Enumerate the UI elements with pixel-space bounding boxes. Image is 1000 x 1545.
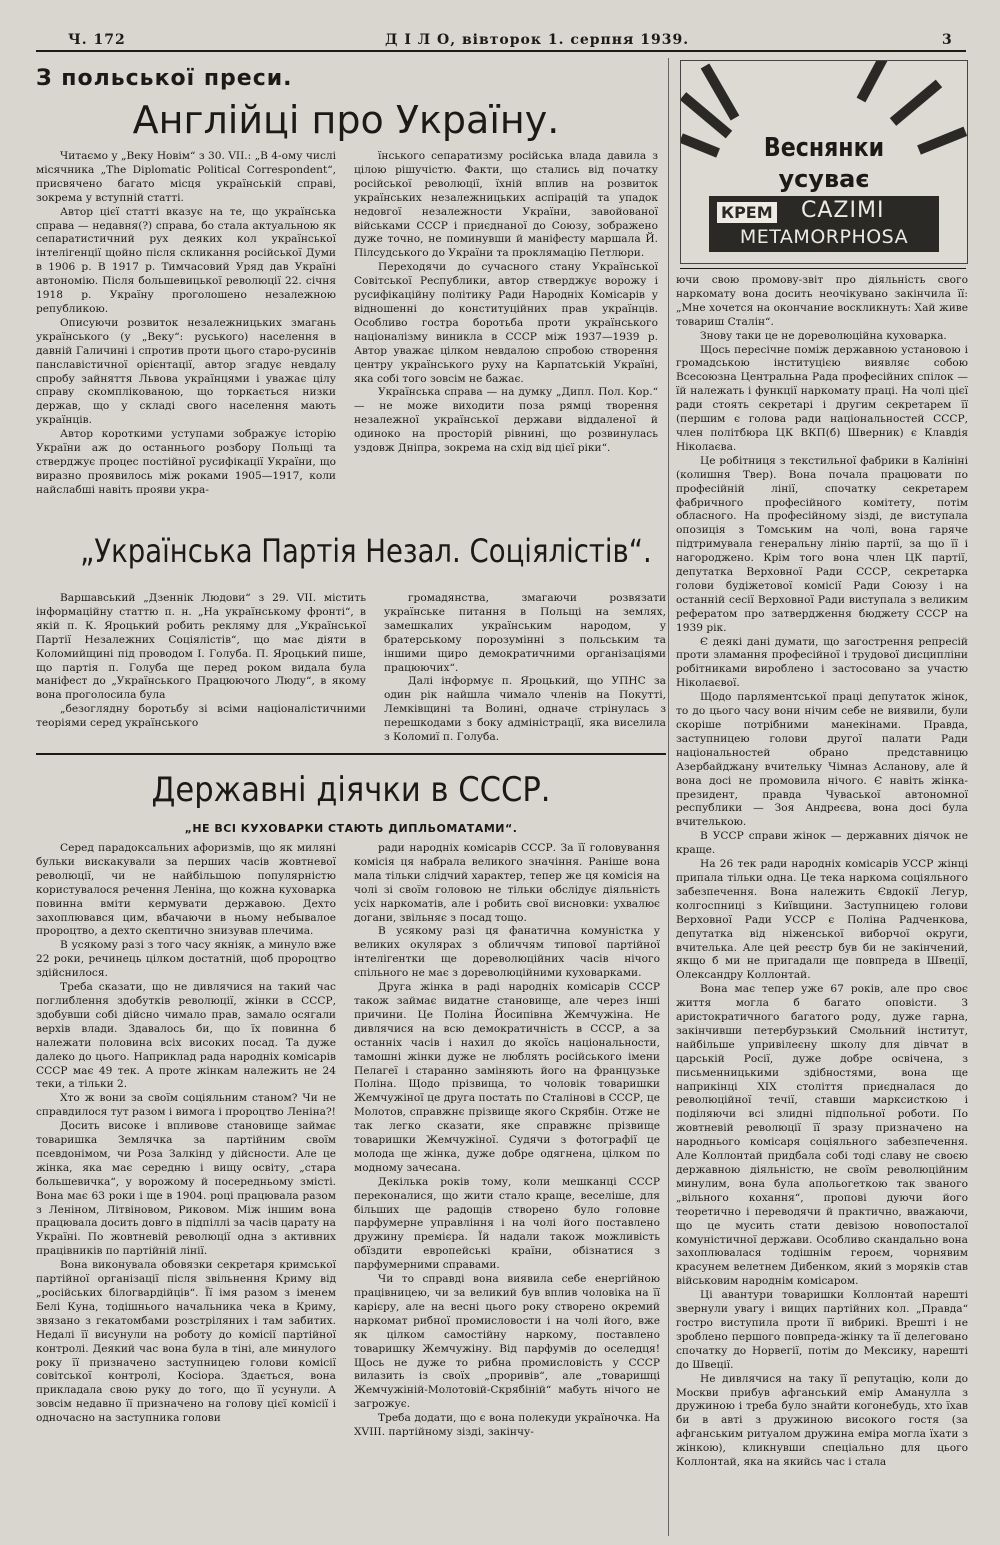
paragraph: Хто ж вони за своїм соціяльним станом? Чи не справдилося тут разом і вимога і пророцтво Леніна?! [36, 1092, 336, 1119]
ad-divider [680, 268, 966, 269]
paragraph: Не дивлячися на таку її репутацію, коли до Москви прибув афганський емір Аманулла з дружиною і треба було знайти когонебудь, хто їхав би в авті з дружиною високого гостя (за афганським ритуалом дружина еміра могла їхати з жінкою), кликнувши спеціально для цього Коллонтай, яка на якийсь час і стала [676, 1372, 968, 1469]
ad-product-name: METAMORPHOSA [739, 226, 909, 248]
paragraph: Щодо парляментської праці депутаток жінок, то до цього часу вони нічим себе не виявили, були скоріше потрібними манекінами. Правда, заступницею голови другої палати Ради національностей обрано представницю Азербайджану вчительку Чімназ Асланову, але й вона досі не промовила нічого. Є навіть жінка-президент, правда Чуваської автономної республики — Зоя Андреєва, вона досі була вчителькою. [676, 691, 968, 829]
article2-col1 [36, 592, 366, 744]
paragraph: Варшавський „Дзеннік Людови“ з 29. VII. містить інформаційну статтю п. н. „На українському фронті“, в якій п. К. Яроцький робить рекляму для „Української Партії Незалежних Соціялістів“, що має діяти в Коломийщині під проводом І. Голуба. П. Яроцький пише, що партія п. Голуба ще перед роком видала була маніфест до „Українського Працюючого Люду“, в якому вона проголосила була [36, 592, 366, 702]
paragraph: ради народніх комісарів СССР. За її головування комісія ця набрала великого значіння. Раніше вона мала тільки слідчий характер, тепер же ця комісія на чолі зі своїм головою не тільки обслідує діяльність усіх наркоматів, але і робить свої висновки: ухвалює догани, звільняє з посад тощо. [354, 842, 660, 924]
paragraph: Серед парадоксальних афоризмів, що як миляні бульки вискакували за перших часів жовтневої революції, чи не найбільшою популярністю користувалося речення Леніна, що кожна куховарка повинна вміти кермувати державою. Дехто захоплювався цим, вбачаючи в ньому небывалое пророцтво, а дехто скептично знизував плечима. [36, 842, 336, 938]
paragraph: Треба додати, що є вона полекуди україночка. На XVIII. партійному зізді, закінчу- [354, 1412, 660, 1439]
article1-title: Англійці про Україну. [132, 98, 560, 142]
paragraph: Ці авантури товаришки Коллонтай нарешті звернули увагу і вищих партійних кол. „Правда“ гостро виступила проти її вибрикі. Врешті і не зроблено першого повпреда-жінку та її делеговано спочатку до Норвегії, потім до Мексику, нарешті до Швеції. [676, 1289, 968, 1371]
paragraph: Чи то справді вона виявила себе енергійною працівницею, чи за великий був вплив чоловіка на її карієру, але на весні цього року створено окремий наркомат рибної промисловости і на чолі його, вже як цілком самостійну наркому, поставлено товаришку Жемчужіну. Від парфумів до оселедця! Щось не дуже то рибна промисловість у СССР вилазить із своїх „проривів“, але „товаришці Жемчужіній-Молотовій-Скрябіній“ мабуть нічого не загрожує. [354, 1273, 660, 1411]
paragraph: Щось пересічне поміж державною установою і громадською інституцією виявляє собою Всесоюзна Центральна Рада професійних спілок — їй належать і функції наркомату праці. На чолі цієї ради стоять секретарі і другим секретарем її (першим є голова ради національностей СССР, член політбюра ЦК ВКП(б) Шверник) є Клавдія Ніколаєва. [676, 343, 968, 453]
paragraph: Описуючи розвиток незалежницьких змагань українського (у „Веку“: руського) населення в давній Галичині і спротив проти цього старо-русинів панславістичної орієнтації, автор згадує невдалу спробу зайняття Львова українцями і уважає цілу справу скомплікованою, що торкається низки держав, що у складі свого населення мають українців. [36, 316, 336, 427]
header-rule [36, 50, 966, 52]
paragraph: „безоглядну боротьбу зі всіми націоналістичними теоріями серед українського [36, 703, 366, 730]
article2-title: „Українська Партія Незал. Соціялістів“. [80, 532, 652, 570]
paragraph: На 26 тек ради народніх комісарів УССР жінці припала тільки одна. Це тека наркома соціяльного забезпечення. Вона належить Євдокії Легур, колгоспниці з Київщини. Заступницею голови Верховної Ради УССР є Поліна Радченкова, депутатка від ніженської виборчої округи, вчителька. Але цей реєстр був би не закінчений, якщо б ми не пригадали ще повпреда в Швеції, Олександру Коллонтай. [676, 858, 968, 982]
article3-title: Державні діячки в СССР. [151, 770, 551, 810]
ad-product-label: КРЕМ [717, 202, 777, 223]
column-separator [668, 58, 669, 1536]
page-number: 3 [942, 32, 953, 48]
article2-col2 [384, 592, 666, 744]
paragraph: Українська справа — на думку „Дипл. Пол. Кор.“ — не може виходити поза рямці творення незалежної української держави віддаленої й одиноко на просторій рівнині, що розвинулась уздовж Дніпра, зокрема на схід від цієї ріки“. [354, 386, 658, 455]
paragraph: Є деякі дані думати, що загострення репресій проти зламання професійної і трудової дисципліни робітниками вироблено і застосовано за участю Ніколаєвої. [676, 635, 968, 690]
ad-ray [890, 80, 942, 126]
paragraph: Автор короткими уступами зображує історію України аж до останнього розбору Польщі та стверджує процес постійної русифікації України, що виразно проявилось між роками 1905—1917, коли найслабші навіть прояви укра- [36, 428, 336, 496]
ad-brand: CAZIMI [801, 198, 885, 223]
paragraph: Вона виконувала обовязки секретаря кримської партійної організації після звільнення Криму від „російських білогвардійців“. Її імя разом з іменем Белі Куна, тодішнього начальника чека в Криму, звязано з гекатомбами розстріляних і там забитих. Недалі її висунули на роботу до комісії партійної контролі. Деякий час вона була в тіні, але минулого року її призначено заступницею голови комісії совітської контролі, Косіора. Здається, вона прикладала свою руку до того, що її усунули. А зовсім недавно її призначено на голову цієї комісії і одночасно на заступника голови [36, 1259, 336, 1425]
paragraph: Це робітниця з текстильної фабрики в Калініні (колишня Твер). Вона почала працювати по професійній лінії, спочатку секретарем фабричного професійного комітету, потім обласного. На професійному зізді, де виступала опозиція з Томським на чолі, вона гаряче підтримувала генеральну лінію партії, за що її і нагороджено. Крім того вона член ЦК партії, депутатка Верховної Ради СССР, секретарка голови будіжетової комісії Ради Союзу і на останній сесії Верховної Ради виступала з великим рефератом про затвердження бюджету СССР на 1939 рік. [676, 454, 968, 634]
paragraph: Переходячи до сучасного стану Української Совітської Республики, автор стверджує ворожу і русифікаційну політику Ради Народніх Комісарів у відношенні до конституційних прав українців. Особливо гостра боротьба проти українського націоналізму виникла в СССР між 1937—1939 р. Автор уважає цілком невдалою спробою створення центру українського руху на Карпатській Україні, яка собі того зовсім не бажає. [354, 261, 658, 385]
paragraph: їнського сепаратизму російська влада давила з цілою рішучістю. Факти, що стались від початку російської революції, їхній вплив на розвиток українських незалежницьких аспірацій та упадок недовгої незалежности України, завойованої військами СССР і приєднаної до Союзу, зображено дуже точно, не поминувши й маніфесту маршала Й. Пілсудського до України та проклямацію Петлюри. [354, 150, 658, 260]
paragraph: Знову таки це не дореволюційна куховарка. [700, 329, 947, 342]
paragraph: Вона має тепер уже 67 років, але про своє життя могла б багато оповісти. З аристократичного багатого роду, дуже гарна, закінчивши петербурзький Смольний інститут, найбільше упривілеєну школу для дівчат в царській Росії, дуже добре освічена, з письменницькими здібностями, вона ще наприкінці XIX століття приєдналася до революційної течії, ставши марксисткою і поділяючи всі злидні підпольної роботи. По жовтневій революції її зразу призначено на народнього комісаря соціяльного забезпечення. Але Коллонтай придбала собі тоді славу не своєю державною діяльністю, не своїм революційним минулим, вона була апольогеткою так званого „вільного кохання“, пропові дуючи його теоретично і переводячи й практично, вважаючи, що це мусить стати девізою новопосталої комуністичної держави. Особливо скандально вона захоплювалася тодішнім героєм, чорнявим красунем велетнем Дибенком, який з моряків став військовим народнім комісаром. [676, 983, 968, 1288]
paragraph: Треба сказати, що не дивлячися на такий час поглиблення здобутків революції, жінки в СССР, здобувши собі дійсно чимало прав, замало осягали верхів влади. Здавалось би, що їх повинна б належати половина всіх високих посад. Та дуже далеко до цього. Наприклад рада народніх комісарів СССР має 49 тек. А проте жінкам належить не 24 теки, а тільки 2. [36, 981, 336, 1091]
article1-col2 [354, 150, 658, 522]
ad-brand-band [709, 196, 939, 252]
paragraph: Друга жінка в раді народніх комісарів СССР також займає видатне становище, але через інші причини. Це Поліна Йосипівна Жемчужіна. Не дивлячися на всю демократичність в СССР, а за останніх часів і нахил до якоїсь національности, тамошні жінки дуже не люблять російського імени Пелагеї і старанно заміняють його на французьке Поліна. Щодо прізвища, то чоловік товаришки Жемчужіної це друга постать по Сталінові в СССР, це Молотов, справжнє прізвище якого Скрябін. Отже не так легко сказати, яке справжнє прізвище товаришки Жемчужіної. Судячи з фотографії це молода ще жінка, дуже добре одягнена, цілком по модному зачесана. [354, 981, 660, 1174]
paragraph: Декілька років тому, коли мешканці СССР переконалися, що жити стало краще, веселіше, для більших ще радощів створено було головне парфумерне управління і на чолі його поставлено дружину премієра. Їй надали також можливість обїздити европейські країни, обізнатися з парфумерними справами. [354, 1175, 660, 1272]
ad-ray [857, 60, 889, 102]
paragraph: Далі інформує п. Яроцький, що УПНС за один рік найшла чимало членів на Покутті, Лемківщині та Волині, одначе стрінулась з перешкодами з боку адміністрації, яка виселила з Коломиї п. Голуба. [384, 675, 666, 744]
paragraph: громадянства, змагаючи розвязати українське питання в Польщі на землях, замешкалих українським народом, у братерському порозумінні з польським та іншими щиро демократичними організаціями працюючих“. [384, 592, 666, 674]
section-label: З польської преси. [36, 66, 293, 91]
paragraph: Читаємо у „Веку Новім“ з 30. VII.: „В 4-ому числі місячника „The Diplomatic Political Correspondent“, присвячено багато місця українській справі, зокрема у вступній статті. [36, 150, 336, 204]
paragraph: В усякому разі з того часу якніяк, а минуло вже 22 роки, речинець цілком достатній, щоб пророцтво здійснилося. [36, 939, 336, 980]
article3-col2 [354, 842, 660, 1532]
issue-number: Ч. 172 [68, 32, 126, 48]
paragraph: Досить високе і впливове становище займає товаришка Землячка за партійним своїм псевдонімом, чи Роза Залкінд у дійсности. Але це жінка, яка має середню і вищу освіту, „стара большевичка“, у ворожому й посередньому змісті. Вона має 63 роки і ще в 1904. році працювала разом з Леніном, Літвіновом, Риковом. Між іншим вона працювала досить довго в підпіллі за часів царату на Україні. По жовтневій революції одна з активних працівників по партійній лінії. [36, 1120, 336, 1258]
article3-col3 [676, 274, 968, 1532]
article3-subtitle: „НЕ ВСІ КУХОВАРКИ СТАЮТЬ ДИПЛЬОМАТАМИ“. [184, 822, 518, 835]
paragraph: ючи свою промову-звіт про діяльність свого наркомату вона досить неочікувано закінчила її: „Мне хочется на окончание воскликнуть: Хай живе товариш Сталін“. [676, 274, 968, 328]
advertisement [680, 60, 968, 264]
masthead: Д І Л О, вівторок 1. серпня 1939. [385, 32, 690, 48]
article2-divider [36, 753, 666, 755]
article1-col1 [36, 150, 336, 522]
paragraph: В УССР справи жінок — державних діячок не краще. [676, 830, 968, 857]
paragraph: Автор цієї статті вказує на те, що українська справа — недавня(?) справа, бо стала актуальною як сепаратистичний рух деяких кол української інтелігенції щойно після скликання російської Думи в 1906 р. В 1917 р. Тимчасовий Уряд дав Україні автономію. Після большевицької революції 22. січня 1918 р. Україну проголошено незалежною републикою. [36, 205, 336, 315]
article3-col1 [36, 842, 336, 1532]
ad-line1: Веснянки [763, 133, 885, 163]
ad-line2: усуває [778, 165, 870, 193]
paragraph: В усякому разі ця фанатична комуністка у великих окулярах з обличчям типової партійної інтелігентки ще дореволюційних часів нічого спільного не має з дореволюційними куховарками. [354, 925, 660, 980]
